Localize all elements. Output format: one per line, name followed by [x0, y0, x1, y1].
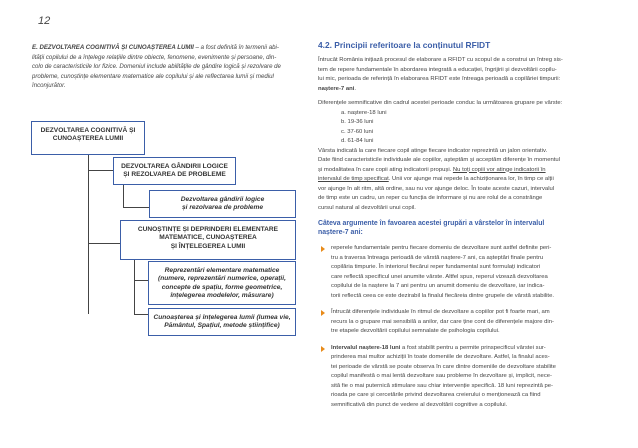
text-line: de timp este un cadru, un reper cu funcția de informare și nu are rolul de a constrânge	[318, 195, 543, 201]
text-line: recurs la o grupare mai sensibilă a anilor, dar care ține cont de diferențele majore din-	[331, 318, 554, 325]
text-line: reperele fundamentale pentru fiecare domeniu de dezvoltare sunt astfel definite peri-	[331, 245, 552, 251]
box-line: DEZVOLTAREA GÂNDIRII LOGICE	[121, 163, 228, 170]
text-line: sită fie o mai puternică stimulare sau chiar intervenție specifică. 18 luni reprezintă pe-	[331, 382, 553, 389]
connector-h-1b	[88, 243, 120, 244]
text-line: Vârsta indicată la care fiecare copil atinge fiecare indicator reprezintă un jalon orientativ.	[318, 147, 548, 154]
age-group-list	[318, 109, 610, 147]
age-group-item: a. naștere-18 luni	[341, 109, 387, 116]
text-line: Întrucât diferențele individuale în ritmul de dezvoltare a copiilor pot fi foarte mari, am	[331, 309, 550, 315]
right-column	[318, 40, 610, 417]
bullet-item	[318, 244, 610, 301]
paragraph-1: Întrucât România inițiază procesul de elaborare a RFIDT cu scopul de a construi un întreg sis- tem de repere fundamentale în abordarea integrată a educației, îngrijirii și dezvoltării copilu- lui mic, perioada de referință în elaborarea RFIDT este întreaga perioadă a copilăriei timpurii: naștere-7 ani.	[318, 57, 563, 92]
connector-vertical-1a	[123, 185, 124, 208]
bullet-item	[318, 344, 610, 411]
text-line: tei perioade de vârstă se poate observa în care dintre domeniile de dezvoltare stabilite	[331, 363, 556, 370]
connector-vertical-main	[88, 155, 89, 314]
text-line: rioada pe care și cercetările privind dezvoltarea creierului o menționează ca fiind	[331, 392, 541, 398]
box-line: Pământul, Spațiul, metode științifice)	[164, 322, 280, 330]
box-line: și rezolvarea de probleme	[182, 204, 263, 212]
box-line: ȘI ÎNȚELEGEREA LUMII	[170, 242, 246, 250]
box-line: Cunoașterea și înțelegerea lumii (lumea vie,	[153, 314, 291, 321]
box-line: înțelegerea modelelor, măsurare)	[170, 292, 274, 300]
text-line: torii reflectă ceea ce este dezirabil la finalul fiecăreia dintre grupele de vârstă stabilite.	[331, 292, 554, 299]
diagram-box-reprezentari	[148, 261, 296, 305]
age-group-item: d. 61-84 luni	[341, 138, 374, 144]
text-line: copilului de la naștere la 7 ani pentru un anumit domeniu de dezvoltare, iar indica-	[331, 283, 545, 289]
box-line: Dezvoltarea gândirii logice	[180, 196, 265, 203]
text-line: tem de repere fundamentale în abordarea integrată a educației, îngrijirii și dezvoltării copilu-	[318, 66, 557, 73]
diagram-root-box	[31, 121, 145, 155]
box-line: concepte de spațiu, forme geometrice,	[161, 283, 283, 291]
connector-h-1b-child1	[134, 280, 148, 281]
triangle-bullet-icon	[321, 346, 325, 352]
age-group-item: b. 19-36 luni	[341, 119, 374, 125]
subheading-line: naștere-7 ani:	[318, 229, 363, 236]
text-line: vor ajunge în alt ritm, altă ordine, sau nu vor ajunge deloc. În toate aceste cazuri, intervalul	[318, 185, 555, 192]
text-line: copilul manifestă o mai lentă dezvoltare sau probleme în dezvoltare și, implicit, nece-	[331, 373, 553, 379]
text-line: care reflectă specificul unei anumite vârste. Altfel spus, reperul vizează dezvoltarea	[331, 273, 548, 280]
root-line: CUNOAȘTEREA LUMII	[52, 135, 124, 143]
intro-line: probleme, cunoștințe elementare matematice ale copilului și ale reflectarea lumii și mediul	[32, 72, 274, 80]
subheading	[318, 219, 610, 237]
connector-h-1a	[88, 170, 113, 171]
diagram-box-cunostinte	[120, 220, 296, 260]
box-line: MATEMATICE, CUNOAȘTEREA	[159, 234, 257, 242]
text-line: tre etapele dezvoltării copilului semnalate de psihologia copilului.	[331, 328, 500, 334]
box-line: (numere, reprezentări numerice, operații,	[158, 275, 286, 283]
text-line: tru a traversa întreaga perioadă de vârstă naștere-7 ani, ca așteptări finale pentru	[331, 254, 544, 261]
text-line: . Unii vor ajunge mai repede la achiziționarea lor, în timp ce alții	[388, 176, 554, 182]
intro-line: – a fost definită în termenii abi-	[195, 44, 279, 51]
age-group-item: c. 37-60 luni	[341, 128, 374, 135]
text-line: Întrucât România inițiază procesul de elaborare a RFIDT cu scopul de a construi un întreg sis-	[318, 57, 563, 63]
intro-line: lității copilului de a înțelege relațiile dintre obiecte, fenomene, evenimente și persoane, din-	[32, 53, 277, 61]
paragraph-2	[318, 99, 610, 213]
underlined-text: intervalul de timp specificat	[318, 176, 389, 182]
text-line: prinderea mai multor achiziții în toate domeniile de dezvoltare. Astfel, la finalul aces-	[331, 354, 550, 360]
text-line: Date fiind caracteristicile individuale ale copiilor, așteptăm și acceptăm diferențe în momentul	[318, 157, 560, 163]
text-line: Diferențele semnificative din cadrul acestei perioade conduc la următoarea grupare pe vârste:	[318, 100, 563, 106]
connector-h-1a-child	[123, 207, 149, 208]
diagram-box-gandire-child	[149, 190, 296, 218]
box-line: Reprezentări elementare matematice	[164, 267, 280, 274]
connector-h-1b-child2	[134, 314, 148, 315]
intro-line: înconjurător.	[32, 82, 66, 90]
box-line: ȘI REZOLVAREA DE PROBLEME	[123, 171, 226, 179]
section-heading: 4.2. Principii referitoare la conținutul RFIDT	[318, 40, 491, 50]
text-line: a fost stabilit pentru a permite prinspecificul vârstei sur-	[400, 344, 546, 351]
text-line: și modalitatea în care copii ating indicatorii propuși.	[318, 166, 452, 173]
subheading-line: Câteva argumente în favoarea acestei grupări a vârstelor în intervalul	[318, 220, 545, 227]
box-line: CUNOȘTINȚE ȘI DEPRINDERI ELEMENTARE	[137, 226, 279, 233]
text-line: cursul natural al dezvoltării unui copil.	[318, 204, 416, 211]
bullet-item	[318, 308, 610, 337]
triangle-bullet-icon	[321, 246, 325, 252]
text-line: lui mic, perioada de referință în elaborarea RFIDT este întreaga perioadă a copilăriei timpurii:	[318, 76, 561, 82]
text-line: copilăria timpurie. În interiorul fiecărui reper fundamental sunt formulați indicatori	[331, 264, 541, 270]
diagram-box-gandire	[113, 157, 236, 185]
intro-paragraph	[32, 43, 302, 91]
triangle-bullet-icon	[321, 310, 325, 316]
root-line: DEZVOLTAREA COGNITIVĂ ȘI	[40, 127, 136, 134]
page-number: 12	[38, 15, 51, 27]
underlined-text: Nu toți copiii vor atinge indicatorii în	[452, 166, 546, 173]
intro-lead: E. DEZVOLTAREA COGNITIVĂ ȘI CUNOAȘTEREA LUMII	[32, 44, 194, 51]
diagram-box-cunoasterea-lumii	[148, 308, 296, 336]
bold-term: Intervalul naștere-18 luni	[331, 344, 401, 351]
bold-term: naștere-7 ani	[318, 85, 355, 92]
intro-line: colo de caracteristicile lor fizice. Domeniul include abilitățile de gândire logică și rezolvare de	[32, 63, 281, 71]
text-line: semnificativă din punct de vedere al dezvoltării cognitive a copilului.	[331, 401, 508, 408]
connector-vertical-1b	[134, 260, 135, 314]
